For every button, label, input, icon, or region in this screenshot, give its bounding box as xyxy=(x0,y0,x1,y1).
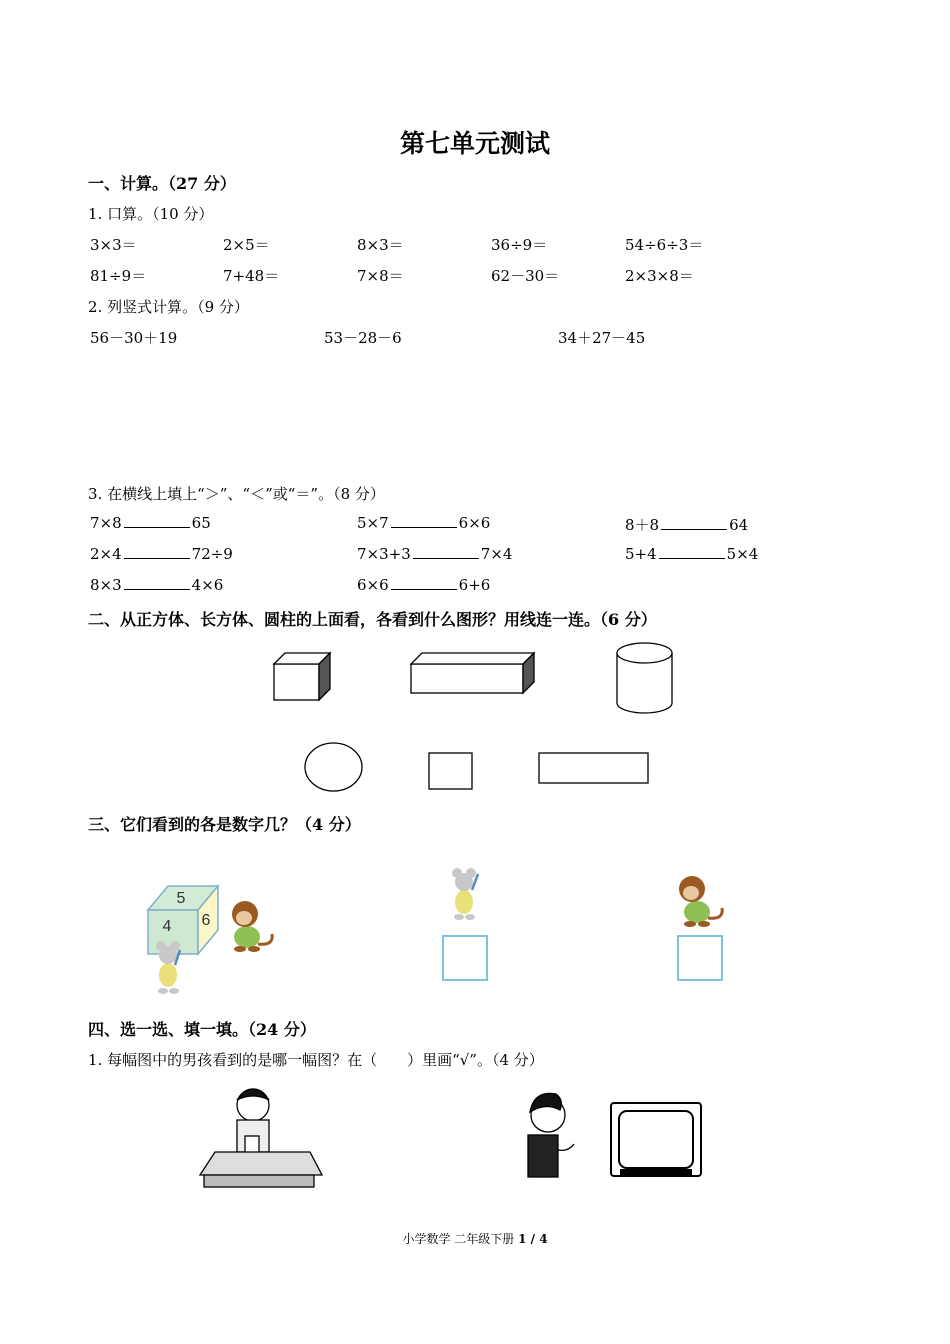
section-2-heading: 二、从正方体、长方体、圆柱的上面看，各看到什么图形？用线连一连。（6 分） xyxy=(88,610,657,629)
compare-item: 7×3+3 7×4 xyxy=(357,545,513,563)
mental-calc-item: 3×3＝ xyxy=(90,236,137,254)
vertical-calc-item: 56－30＋19 xyxy=(90,329,178,347)
vertical-calc-item: 34＋27－45 xyxy=(558,329,646,347)
mental-calc-item: 8×3＝ xyxy=(357,236,404,254)
cube-face-top: 5 xyxy=(176,890,186,907)
compare-item: 5+4 5×4 xyxy=(625,545,759,563)
section-1-heading: 一、计算。（27 分） xyxy=(88,174,236,193)
q4-1-label: 1. 每幅图中的男孩看到的是哪一幅图？在（ ）里画“√”。（4 分） xyxy=(88,1051,544,1069)
page-title: 第七单元测试 xyxy=(399,129,550,158)
compare-item: 5×7 6×6 xyxy=(357,514,491,532)
television-icon xyxy=(611,1103,701,1176)
section-4-heading: 四、选一选、填一填。（24 分） xyxy=(88,1020,316,1039)
compare-item: 2×4 72÷9 xyxy=(90,545,233,563)
mental-calc-item: 81÷9＝ xyxy=(90,267,147,285)
compare-item: 8×3 4×6 xyxy=(90,576,224,594)
compare-item: 8＋8 64 xyxy=(625,516,749,534)
compare-item: 7×8 65 xyxy=(90,514,211,532)
q1-3-label: 3. 在横线上填上“＞”、“＜”或“＝”。（8 分） xyxy=(88,485,385,503)
page-number: 1 / 4 xyxy=(518,1232,548,1246)
compare-item: 6×6 6+6 xyxy=(357,576,491,594)
page-footer: 小学数学 二年级下册 1 / 4 xyxy=(402,1232,548,1246)
boy-side-icon xyxy=(528,1093,574,1177)
mental-calc-item: 62－30＝ xyxy=(491,267,560,285)
mental-calc-item: 7+48＝ xyxy=(223,267,280,285)
mental-calc-item: 36÷9＝ xyxy=(491,236,548,254)
vertical-calc-item: 53－28－6 xyxy=(324,329,402,347)
q1-2-label: 2. 列竖式计算。（9 分） xyxy=(88,298,249,316)
mental-calc-item: 7×8＝ xyxy=(357,267,404,285)
cube-face-front: 4 xyxy=(162,918,172,935)
section-3-heading: 三、它们看到的各是数字几？（4 分） xyxy=(88,815,361,834)
boy-at-table-icon xyxy=(200,1089,322,1187)
q1-1-label: 1. 口算。（10 分） xyxy=(88,205,214,223)
mental-calc-item: 2×3×8＝ xyxy=(625,267,694,285)
mental-calc-item: 54÷6÷3＝ xyxy=(625,236,704,254)
cube-face-side: 6 xyxy=(201,912,211,929)
mental-calc-item: 2×5＝ xyxy=(223,236,270,254)
